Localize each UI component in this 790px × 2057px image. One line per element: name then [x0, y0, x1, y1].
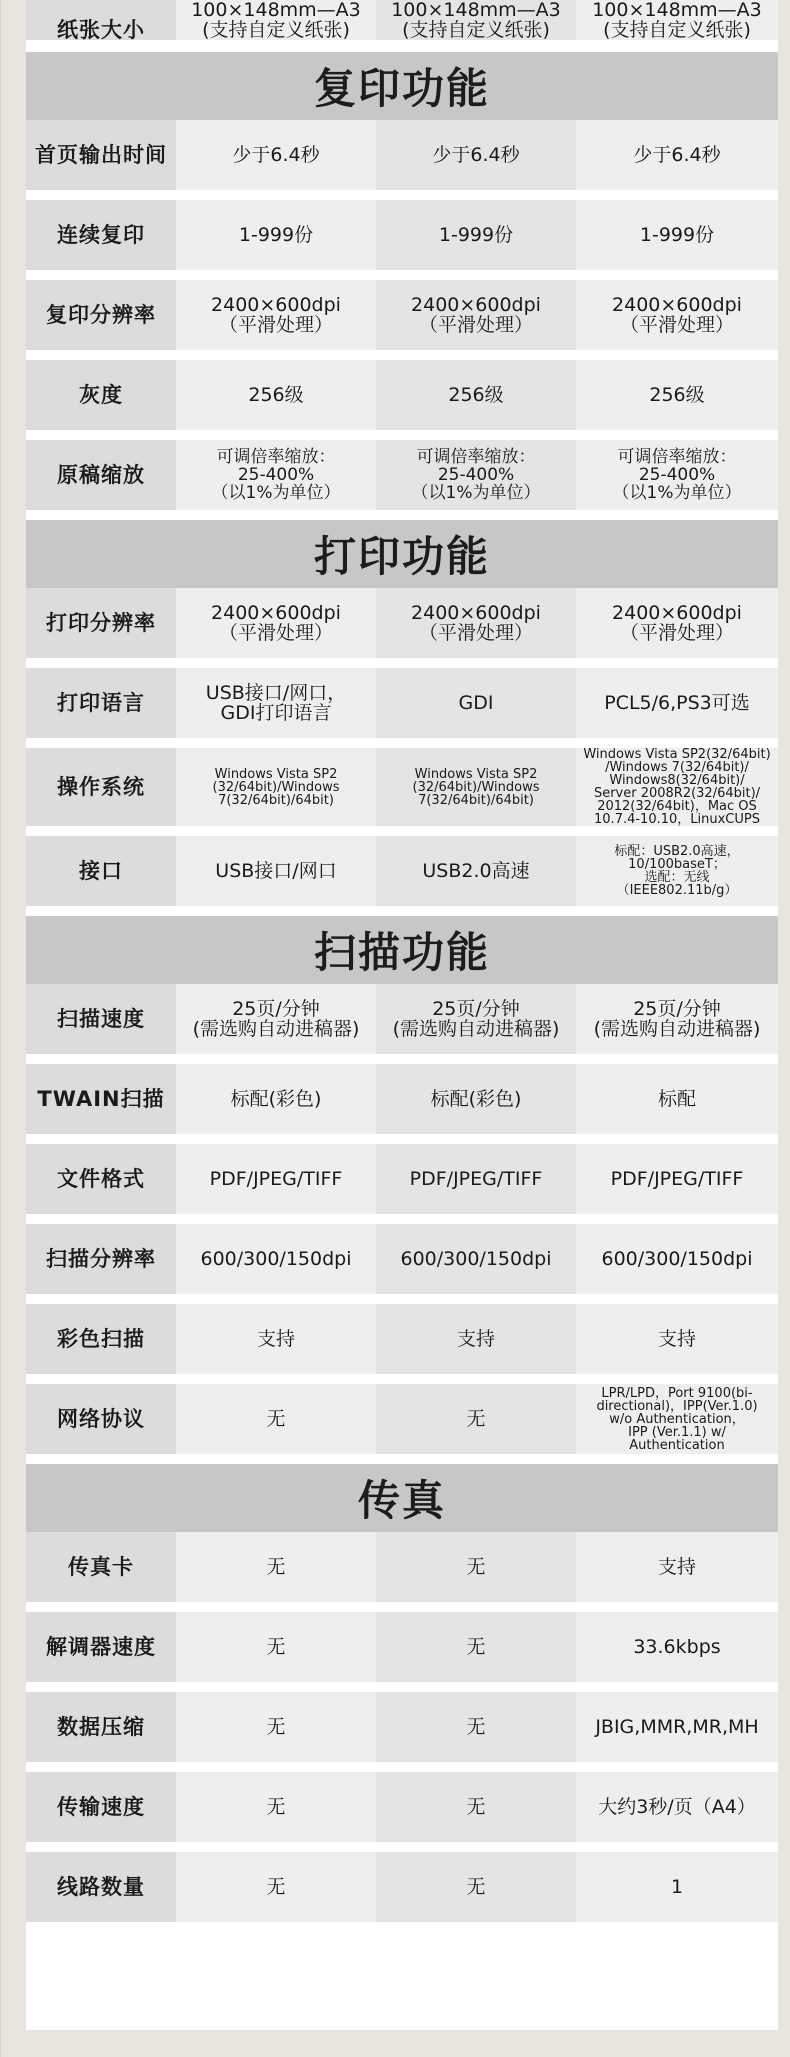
spec-row [26, 1612, 778, 1692]
spec-sheet [26, 0, 778, 2030]
spec-cell: 无 [376, 1612, 576, 1692]
row-label: 线路数量 [26, 1852, 176, 1932]
row-label: 复印分辨率 [26, 280, 176, 360]
row-label: 首页输出时间 [26, 120, 176, 200]
spec-row [26, 120, 778, 200]
spec-row [26, 1304, 778, 1384]
spec-cell: 600/300/150dpi [376, 1224, 576, 1304]
spec-row [26, 836, 778, 916]
spec-row [26, 1532, 778, 1612]
spec-cell: 256级 [576, 360, 778, 440]
spec-cell: 无 [176, 1692, 376, 1772]
row-label: 数据压缩 [26, 1692, 176, 1772]
spec-cell: 无 [176, 1772, 376, 1852]
row-label: TWAIN扫描 [26, 1064, 176, 1144]
spec-row [26, 1064, 778, 1144]
spec-cell: 无 [176, 1532, 376, 1612]
spec-cell: 大约3秒/页（A4） [576, 1772, 778, 1852]
spec-row [26, 588, 778, 668]
spec-cell: 标配：USB2.0高速， 10/100baseT； 选配：无线 （IEEE802.11b/g） [576, 836, 778, 916]
spec-cell: 少于6.4秒 [576, 120, 778, 200]
section-header [26, 520, 778, 588]
spec-cell: 标配(彩色) [376, 1064, 576, 1144]
spec-cell: 无 [176, 1384, 376, 1464]
spec-cell: 100×148mm—A3 (支持自定义纸张) [376, 0, 576, 52]
spec-cell: 无 [376, 1852, 576, 1932]
bottom-padding [26, 1932, 778, 1992]
spec-cell: 无 [376, 1692, 576, 1772]
spec-row [26, 748, 778, 836]
row-label: 灰度 [26, 360, 176, 440]
spec-cell: 600/300/150dpi [576, 1224, 778, 1304]
spec-cell: GDI [376, 668, 576, 748]
section-title: 传真 [26, 1464, 778, 1532]
spec-cell: 1-999份 [376, 200, 576, 280]
spec-cell: PDF/JPEG/TIFF [376, 1144, 576, 1224]
row-label: 传输速度 [26, 1772, 176, 1852]
spec-cell: 可调倍率缩放： 25-400% （以1%为单位） [576, 440, 778, 520]
spec-row [26, 1144, 778, 1224]
spec-cell: 1 [576, 1852, 778, 1932]
spec-cell: 256级 [176, 360, 376, 440]
section-title: 打印功能 [26, 520, 778, 588]
spec-cell: 无 [376, 1772, 576, 1852]
spec-cell: 256级 [376, 360, 576, 440]
spec-cell: 无 [376, 1384, 576, 1464]
spec-cell: USB2.0高速 [376, 836, 576, 916]
row-label: 彩色扫描 [26, 1304, 176, 1384]
spec-row [26, 200, 778, 280]
spec-cell: 标配(彩色) [176, 1064, 376, 1144]
spec-cell: 2400×600dpi （平滑处理） [176, 280, 376, 360]
row-label: 扫描分辨率 [26, 1224, 176, 1304]
spec-cell: 可调倍率缩放： 25-400% （以1%为单位） [176, 440, 376, 520]
spec-cell: 2400×600dpi （平滑处理） [376, 588, 576, 668]
row-label: 纸张大小 [26, 0, 176, 52]
spec-row [26, 360, 778, 440]
spec-cell: USB接口/网口 [176, 836, 376, 916]
row-label: 打印语言 [26, 668, 176, 748]
spec-cell: 无 [176, 1852, 376, 1932]
spec-row [26, 280, 778, 360]
row-label: 接口 [26, 836, 176, 916]
spec-cell: 25页/分钟 (需选购自动进稿器) [576, 984, 778, 1064]
row-label: 传真卡 [26, 1532, 176, 1612]
spec-table [26, 0, 778, 1932]
spec-cell: 100×148mm—A3 (支持自定义纸张) [176, 0, 376, 52]
spec-cell: USB接口/网口， GDI打印语言 [176, 668, 376, 748]
row-label: 网络协议 [26, 1384, 176, 1464]
row-label: 解调器速度 [26, 1612, 176, 1692]
row-label: 打印分辨率 [26, 588, 176, 668]
spec-row [26, 440, 778, 520]
spec-cell: 25页/分钟 (需选购自动进稿器) [376, 984, 576, 1064]
section-title: 复印功能 [26, 52, 778, 120]
section-header [26, 52, 778, 120]
spec-row [26, 1692, 778, 1772]
spec-row [26, 1772, 778, 1852]
spec-cell: 支持 [576, 1532, 778, 1612]
row-label: 文件格式 [26, 1144, 176, 1224]
spec-cell: 少于6.4秒 [176, 120, 376, 200]
spec-cell: Windows Vista SP2 (32/64bit)/Windows 7(32/64bit)/64bit) [176, 748, 376, 836]
section-title: 扫描功能 [26, 916, 778, 984]
spec-cell: 支持 [576, 1304, 778, 1384]
spec-cell: 100×148mm—A3 (支持自定义纸张) [576, 0, 778, 52]
spec-cell: 少于6.4秒 [376, 120, 576, 200]
row-label: 原稿缩放 [26, 440, 176, 520]
spec-cell: 可调倍率缩放： 25-400% （以1%为单位） [376, 440, 576, 520]
spec-cell: Windows Vista SP2 (32/64bit)/Windows 7(32/64bit)/64bit) [376, 748, 576, 836]
spec-cell: LPR/LPD，Port 9100(bi- directional)，IPP(Ver.1.0) w/o Authentication， IPP (Ver.1.1) w/ Authentication [576, 1384, 778, 1464]
spec-cell: 1-999份 [176, 200, 376, 280]
spec-row [26, 1852, 778, 1932]
spec-cell: 2400×600dpi （平滑处理） [576, 280, 778, 360]
spec-cell: 2400×600dpi （平滑处理） [576, 588, 778, 668]
spec-cell: 1-999份 [576, 200, 778, 280]
spec-cell: 33.6kbps [576, 1612, 778, 1692]
section-header [26, 1464, 778, 1532]
spec-cell: PDF/JPEG/TIFF [576, 1144, 778, 1224]
spec-cell: 无 [176, 1612, 376, 1692]
section-header [26, 916, 778, 984]
spec-cell: PCL5/6,PS3可选 [576, 668, 778, 748]
row-label: 连续复印 [26, 200, 176, 280]
spec-row [26, 984, 778, 1064]
spec-cell: 标配 [576, 1064, 778, 1144]
spec-row [26, 1224, 778, 1304]
spec-cell: 支持 [176, 1304, 376, 1384]
spec-row [26, 668, 778, 748]
spec-cell: 支持 [376, 1304, 576, 1384]
spec-cell: Windows Vista SP2(32/64bit) /Windows 7(32/64bit)/ Windows8(32/64bit)/ Server 2008R2(32/64bit)/ 2012(32/64bit)，Mac OS 10.7.4-10.10，LinuxCUPS [576, 748, 778, 836]
spec-cell: JBIG,MMR,MR,MH [576, 1692, 778, 1772]
spec-cell: 600/300/150dpi [176, 1224, 376, 1304]
spec-row [26, 1384, 778, 1464]
spec-row [26, 0, 778, 52]
row-label: 操作系统 [26, 748, 176, 836]
spec-cell: 2400×600dpi （平滑处理） [376, 280, 576, 360]
spec-cell: 无 [376, 1532, 576, 1612]
spec-cell: PDF/JPEG/TIFF [176, 1144, 376, 1224]
row-label: 扫描速度 [26, 984, 176, 1064]
spec-cell: 25页/分钟 (需选购自动进稿器) [176, 984, 376, 1064]
spec-cell: 2400×600dpi （平滑处理） [176, 588, 376, 668]
